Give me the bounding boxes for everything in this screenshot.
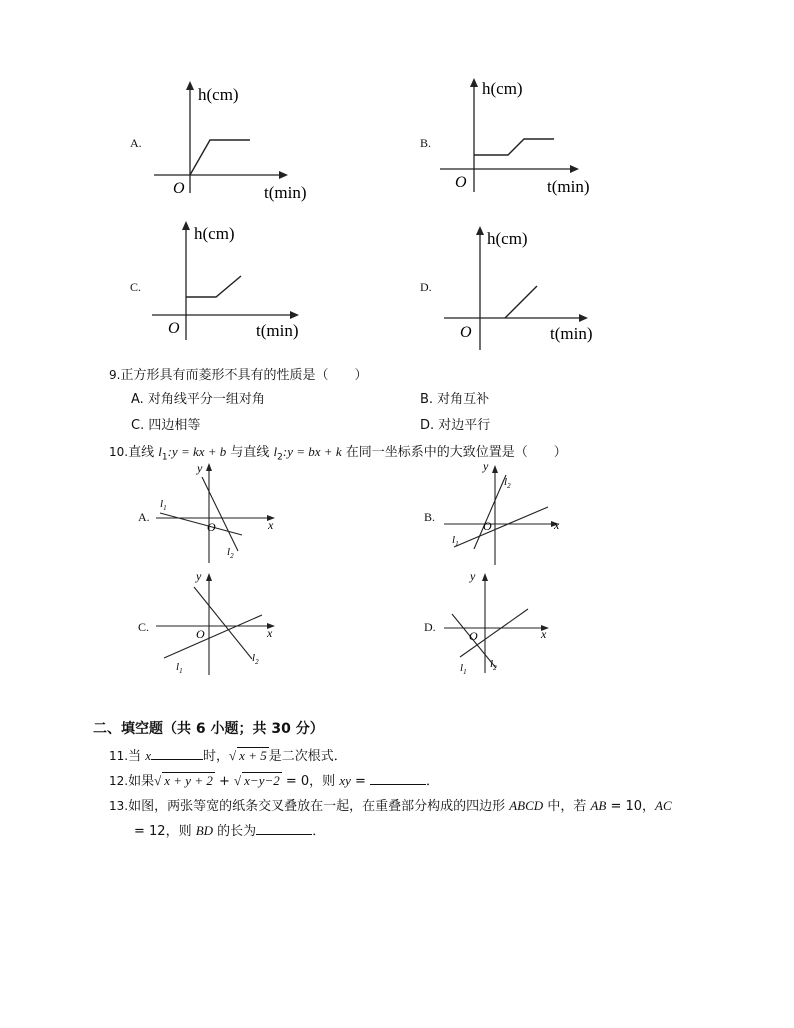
q12-sqrt1: x + y + 2 (164, 773, 213, 788)
q13-line1 (109, 795, 672, 814)
origin-label: O (469, 629, 478, 643)
l1-label: $l_1$ (452, 534, 459, 548)
origin-label: O (168, 320, 180, 337)
graph-line (474, 139, 554, 155)
x-axis-label: t(min) (256, 321, 299, 340)
l2-label: $l_2$ (227, 546, 234, 560)
q8-graph-a (150, 75, 310, 205)
x-label: x (267, 626, 273, 640)
q12-answer-blank[interactable] (370, 772, 426, 785)
q10-graph-d (440, 565, 570, 680)
y-axis-arrow (206, 573, 212, 581)
q10-l2: l (273, 444, 278, 459)
q13-bd: BD (195, 823, 214, 838)
q9-option-b[interactable]: B. 对角互补 (420, 392, 490, 407)
graph-line (190, 140, 250, 175)
q13-post: ． (312, 824, 326, 839)
q12-pre: 如果 (128, 774, 155, 789)
q10-number: 10. (109, 445, 129, 459)
origin-label: O (483, 519, 492, 533)
y-label: y (196, 569, 202, 583)
l1-label: $l_1$ (160, 498, 167, 512)
q12-eq: = 0，则 (281, 774, 340, 789)
x-label: x (554, 518, 560, 532)
q13-line1-b: 中，若 (543, 799, 591, 814)
q8-graph-c (148, 215, 313, 345)
q12-eq2: = (350, 774, 371, 789)
q9-number: 9. (109, 368, 121, 382)
y-axis-arrow (206, 463, 212, 471)
x-axis-label: t(min) (547, 177, 590, 196)
x-axis-label: t(min) (264, 183, 307, 202)
line-l1 (164, 615, 262, 658)
sqrt-sign: √ (229, 748, 237, 763)
x-axis-arrow (579, 314, 588, 322)
q11-number: 11. (109, 749, 129, 763)
l2-label: $l_2$ (504, 476, 511, 490)
q8-graph-d (440, 220, 610, 355)
q13-line2-b: 的长为 (213, 824, 257, 839)
y-axis-arrow (182, 221, 190, 230)
q8-option-c-letter: C. (130, 280, 142, 294)
q10-text-b: 与直线 (226, 445, 274, 460)
q8-option-d-letter: D. (420, 280, 432, 294)
section-title: 二、填空题（共 6 小题；共 30 分） (93, 721, 324, 737)
x-axis-arrow (279, 171, 288, 179)
y-label: y (470, 569, 476, 583)
origin-label: O (196, 627, 205, 641)
q9-option-a[interactable]: A. 对角线平分一组对角 (131, 392, 265, 407)
y-axis-arrow (492, 465, 498, 473)
q12-xy: xy (339, 773, 351, 788)
q9-text: 正方形具有而菱形不具有的性质是（ ） (120, 368, 368, 383)
q11-pre: 当 (128, 749, 146, 764)
y-axis-arrow (482, 573, 488, 581)
y-axis-label: h(cm) (482, 79, 523, 98)
l1-label: $l_1$ (460, 662, 467, 676)
line-l1 (160, 513, 242, 535)
origin-label: O (460, 324, 472, 341)
graph-line (186, 276, 241, 297)
q11-post: 是二次根式． (268, 749, 347, 764)
q12-sqrt2: x−y−2 (244, 773, 280, 788)
q8-graph-b (436, 70, 606, 200)
q10-option-d-letter: D. (424, 620, 436, 634)
q10-l1: l (158, 444, 162, 459)
q10-option-c-letter: C. (138, 620, 150, 634)
x-axis-arrow (290, 311, 299, 319)
y-axis-label: h(cm) (198, 85, 239, 104)
x-axis-label: t(min) (550, 324, 593, 343)
q12-post: ． (426, 774, 440, 789)
x-label: x (268, 518, 274, 532)
origin-label: O (455, 174, 467, 191)
y-axis-arrow (470, 78, 478, 87)
q9-stem (109, 364, 367, 383)
q10-option-a-letter: A. (138, 510, 150, 524)
y-axis-arrow (186, 81, 194, 90)
q13-ab-val: = 10， (606, 799, 656, 814)
q10-eq2: :y = bx + k (282, 444, 342, 459)
q10-l2-sub: 2 (277, 452, 283, 463)
line-l2 (202, 477, 238, 551)
q10-graph-b (440, 455, 570, 570)
q13-line2-a: = 12，则 (134, 824, 196, 839)
graph-line (505, 286, 537, 318)
y-axis-label: h(cm) (487, 229, 528, 248)
l1-label: $l_1$ (176, 661, 183, 675)
q11-var: x (145, 748, 152, 763)
line-l2 (474, 475, 506, 549)
q8-option-b-letter: B. (420, 136, 432, 150)
q10-graph-c (150, 565, 285, 680)
sqrt-sign: √ (154, 773, 162, 788)
y-axis-arrow (476, 226, 484, 235)
q13-abcd: ABCD (509, 798, 544, 813)
q9-option-d[interactable]: D. 对边平行 (420, 418, 491, 433)
q13-number: 13. (109, 799, 129, 813)
line-l1 (454, 507, 548, 547)
y-label: y (197, 461, 203, 475)
q12-plus: + (214, 774, 235, 789)
y-label: y (483, 459, 489, 473)
sqrt-sign: √ (234, 773, 242, 788)
q10-option-b-letter: B. (424, 510, 436, 524)
q10-text-c: 在同一坐标系中的大致位置是（ ） (341, 445, 567, 460)
q13-ac: AC (655, 798, 672, 813)
q13-line1-a: 如图，两张等宽的纸条交叉叠放在一起，在重叠部分构成的四边形 (128, 799, 510, 814)
q12 (109, 770, 439, 789)
origin-label: O (173, 180, 185, 197)
q11-sqrt: x + 5 (239, 748, 267, 763)
origin-label: O (207, 520, 216, 534)
l2-label: $l_2$ (490, 658, 497, 672)
q11-answer-blank[interactable] (151, 747, 203, 760)
q10-eq1: :y = kx + b (167, 444, 227, 459)
q10-l1-sub: 1 (161, 452, 168, 463)
q12-number: 12. (109, 774, 129, 788)
y-axis-label: h(cm) (194, 224, 235, 243)
x-label: x (541, 627, 547, 641)
q11 (109, 745, 347, 764)
q10-text-a: 直线 (128, 445, 159, 460)
q9-option-c[interactable]: C. 四边相等 (131, 418, 201, 433)
q8-option-a-letter: A. (130, 136, 142, 150)
q11-mid: 时， (203, 749, 230, 764)
l2-label: $l_2$ (252, 652, 259, 666)
x-axis-arrow (570, 165, 579, 173)
q13-line2 (134, 820, 325, 839)
q13-answer-blank[interactable] (256, 822, 312, 835)
q13-ab: AB (590, 798, 607, 813)
